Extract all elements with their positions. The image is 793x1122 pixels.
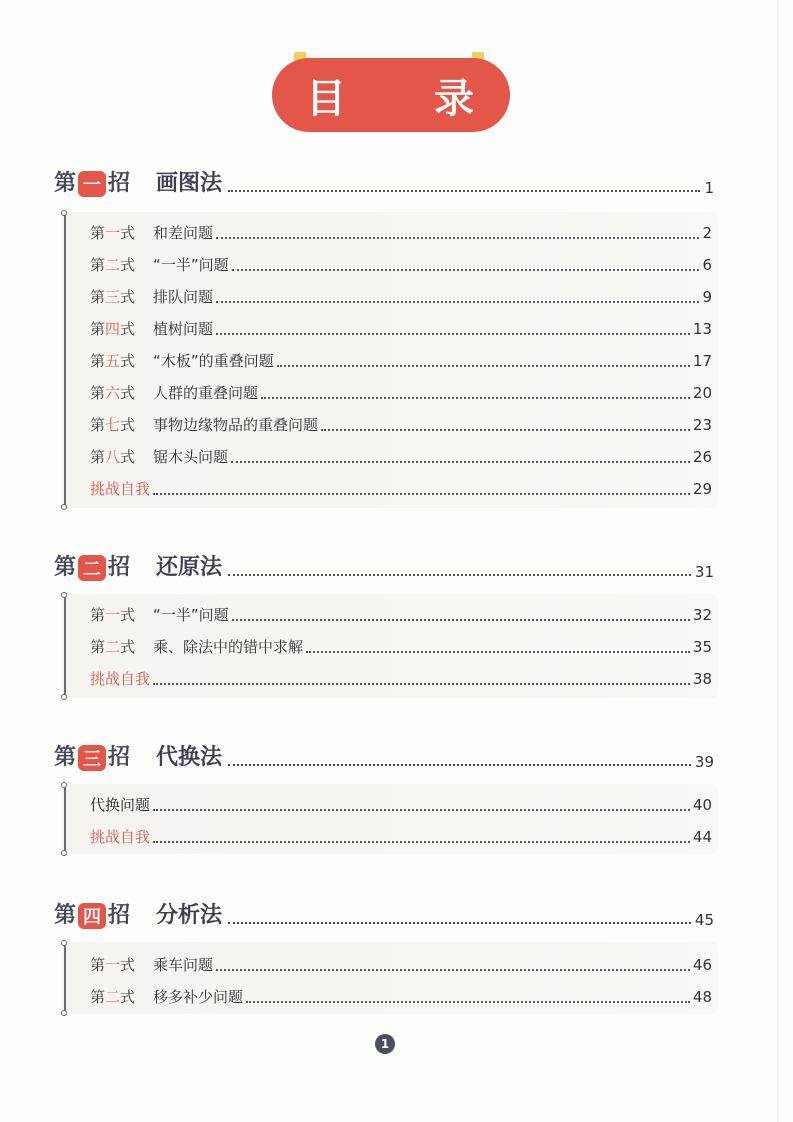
section-suffix: 招: [108, 745, 131, 770]
entry-title: 事物边缘物品的重叠问题: [153, 416, 319, 434]
entry-suffix: 式: [120, 956, 136, 974]
entry-prefix: 第: [90, 320, 106, 338]
dot-leader: [153, 809, 690, 811]
entry-title: 植树问题: [153, 320, 214, 338]
challenge-title: 挑战自我: [90, 670, 151, 688]
dot-leader: [153, 493, 690, 495]
dot-leader: [261, 397, 690, 399]
dot-leader: [216, 301, 699, 303]
entries-panel-2: [62, 594, 718, 698]
dot-leader: [228, 922, 691, 924]
entry-suffix: 式: [120, 606, 136, 624]
entry-prefix: 第: [90, 606, 106, 624]
entry-suffix: 式: [120, 384, 136, 402]
section-title: 分析法: [156, 903, 223, 928]
entry-page: 6: [702, 256, 712, 274]
dot-leader: [216, 333, 690, 335]
toc-entry[interactable]: [90, 220, 712, 244]
dot-leader: [246, 1001, 690, 1003]
entry-title: 人群的重叠问题: [153, 384, 259, 402]
entry-page: 44: [692, 828, 712, 846]
entry-suffix: 式: [120, 416, 136, 434]
entry-prefix: 第: [90, 288, 106, 306]
entry-number: 七: [105, 416, 121, 434]
toc-entry[interactable]: [90, 444, 712, 468]
entry-number: 二: [105, 638, 121, 656]
toc-entry[interactable]: [90, 284, 712, 308]
entry-number: 二: [105, 988, 121, 1006]
entry-page: 17: [692, 352, 712, 370]
challenge-title: 挑战自我: [90, 828, 151, 846]
entry-page: 46: [692, 956, 712, 974]
section-suffix: 招: [108, 903, 131, 928]
entry-number: 六: [105, 384, 121, 402]
entry-suffix: 式: [120, 988, 136, 1006]
entry-page: 23: [692, 416, 712, 434]
entry-number: 一: [105, 956, 121, 974]
section-title: 代换法: [156, 745, 223, 770]
entry-number: 二: [105, 256, 121, 274]
entry-prefix: 第: [90, 988, 106, 1006]
section-title: 还原法: [156, 555, 223, 580]
toc-entry[interactable]: [90, 348, 712, 372]
entry-page: 13: [692, 320, 712, 338]
section-number-badge: 四: [78, 903, 106, 929]
title-char-1: 目: [306, 75, 348, 122]
dot-leader: [228, 764, 691, 766]
timeline-line: [64, 786, 66, 852]
entry-number: 八: [105, 448, 121, 466]
challenge-title: 挑战自我: [90, 480, 151, 498]
section-number-badge: 一: [78, 171, 106, 197]
toc-title: [272, 52, 510, 134]
entry-suffix: 式: [120, 224, 136, 242]
section-page: 31: [694, 563, 714, 581]
dot-leader: [321, 429, 690, 431]
section-suffix: 招: [108, 171, 131, 196]
entry-page: 20: [692, 384, 712, 402]
entry-suffix: 式: [120, 638, 136, 656]
page-edge: [777, 0, 779, 1122]
entry-title: 锯木头问题: [153, 448, 229, 466]
entry-number: 三: [105, 288, 121, 306]
entry-suffix: 式: [120, 288, 136, 306]
title-char-2: 录: [434, 75, 476, 122]
entry-title: 乘车问题: [153, 956, 214, 974]
dot-leader: [228, 574, 691, 576]
entry-page: 29: [692, 480, 712, 498]
entry-suffix: 式: [120, 352, 136, 370]
dot-leader: [232, 269, 700, 271]
entry-suffix: 式: [120, 448, 136, 466]
entry-page: 35: [692, 638, 712, 656]
entry-page: 32: [692, 606, 712, 624]
entry-title: “一半”问题: [153, 256, 229, 274]
entry-prefix: 第: [90, 638, 106, 656]
entry-suffix: 式: [120, 256, 136, 274]
section-prefix: 第: [54, 745, 77, 770]
section-number-badge: 三: [78, 745, 106, 771]
dot-leader: [277, 365, 690, 367]
toc-entry[interactable]: [90, 412, 712, 436]
section-page: 45: [694, 911, 714, 929]
entry-title: “木板”的重叠问题: [153, 352, 274, 370]
section-heading-3[interactable]: [54, 742, 714, 772]
dot-leader: [232, 619, 690, 621]
section-number-badge: 二: [78, 555, 106, 581]
toc-entry[interactable]: [90, 984, 712, 1008]
entry-page: 40: [692, 796, 712, 814]
entry-prefix: 第: [90, 416, 106, 434]
toc-entry[interactable]: [90, 252, 712, 276]
toc-entry[interactable]: [90, 316, 712, 340]
entry-title: 排队问题: [153, 288, 214, 306]
entry-prefix: 第: [90, 384, 106, 402]
entries-panel-3: [62, 784, 718, 854]
entry-title: 代换问题: [90, 796, 151, 814]
dot-leader: [153, 683, 690, 685]
section-page: 39: [694, 753, 714, 771]
entries-panel-1: [62, 212, 718, 508]
section-suffix: 招: [108, 555, 131, 580]
entry-prefix: 第: [90, 256, 106, 274]
dot-leader: [306, 651, 690, 653]
challenge-entry[interactable]: [90, 476, 712, 500]
entry-page: 9: [702, 288, 712, 306]
toc-entry[interactable]: [90, 634, 712, 658]
section-prefix: 第: [54, 903, 77, 928]
entry-title: 移多补少问题: [153, 988, 244, 1006]
entry-page: 2: [702, 224, 712, 242]
timeline-line: [64, 214, 66, 506]
entry-prefix: 第: [90, 224, 106, 242]
dot-leader: [228, 190, 700, 192]
section-heading-2[interactable]: [54, 552, 714, 582]
section-heading-1[interactable]: [54, 168, 714, 198]
entry-prefix: 第: [90, 448, 106, 466]
entry-suffix: 式: [120, 320, 136, 338]
section-prefix: 第: [54, 555, 77, 580]
entry-number: 四: [105, 320, 121, 338]
section-title: 画图法: [156, 171, 223, 196]
toc-entry[interactable]: [90, 380, 712, 404]
entry-page: 38: [692, 670, 712, 688]
toc-entry[interactable]: [90, 602, 712, 626]
entry-title: 和差问题: [153, 224, 214, 242]
section-prefix: 第: [54, 171, 77, 196]
entry-page: 48: [692, 988, 712, 1006]
dot-leader: [216, 237, 699, 239]
dot-leader: [216, 969, 690, 971]
dot-leader: [231, 461, 690, 463]
title-pill: [272, 58, 510, 132]
challenge-entry[interactable]: [90, 824, 712, 848]
entry-title: 乘、除法中的错中求解: [153, 638, 304, 656]
section-page: 1: [704, 179, 714, 197]
toc-entry[interactable]: [90, 952, 712, 976]
timeline-line: [64, 944, 66, 1012]
entry-title: “一半”问题: [153, 606, 229, 624]
section-heading-4[interactable]: [54, 900, 714, 930]
dot-leader: [153, 841, 690, 843]
entry-number: 一: [105, 606, 121, 624]
entry-page: 26: [692, 448, 712, 466]
entry-number: 五: [105, 352, 121, 370]
toc-entry[interactable]: [90, 792, 712, 816]
page-number: 1: [375, 1034, 395, 1054]
entry-prefix: 第: [90, 956, 106, 974]
timeline-line: [64, 596, 66, 696]
entry-prefix: 第: [90, 352, 106, 370]
challenge-entry[interactable]: [90, 666, 712, 690]
entries-panel-4: [62, 942, 718, 1014]
entry-number: 一: [105, 224, 121, 242]
